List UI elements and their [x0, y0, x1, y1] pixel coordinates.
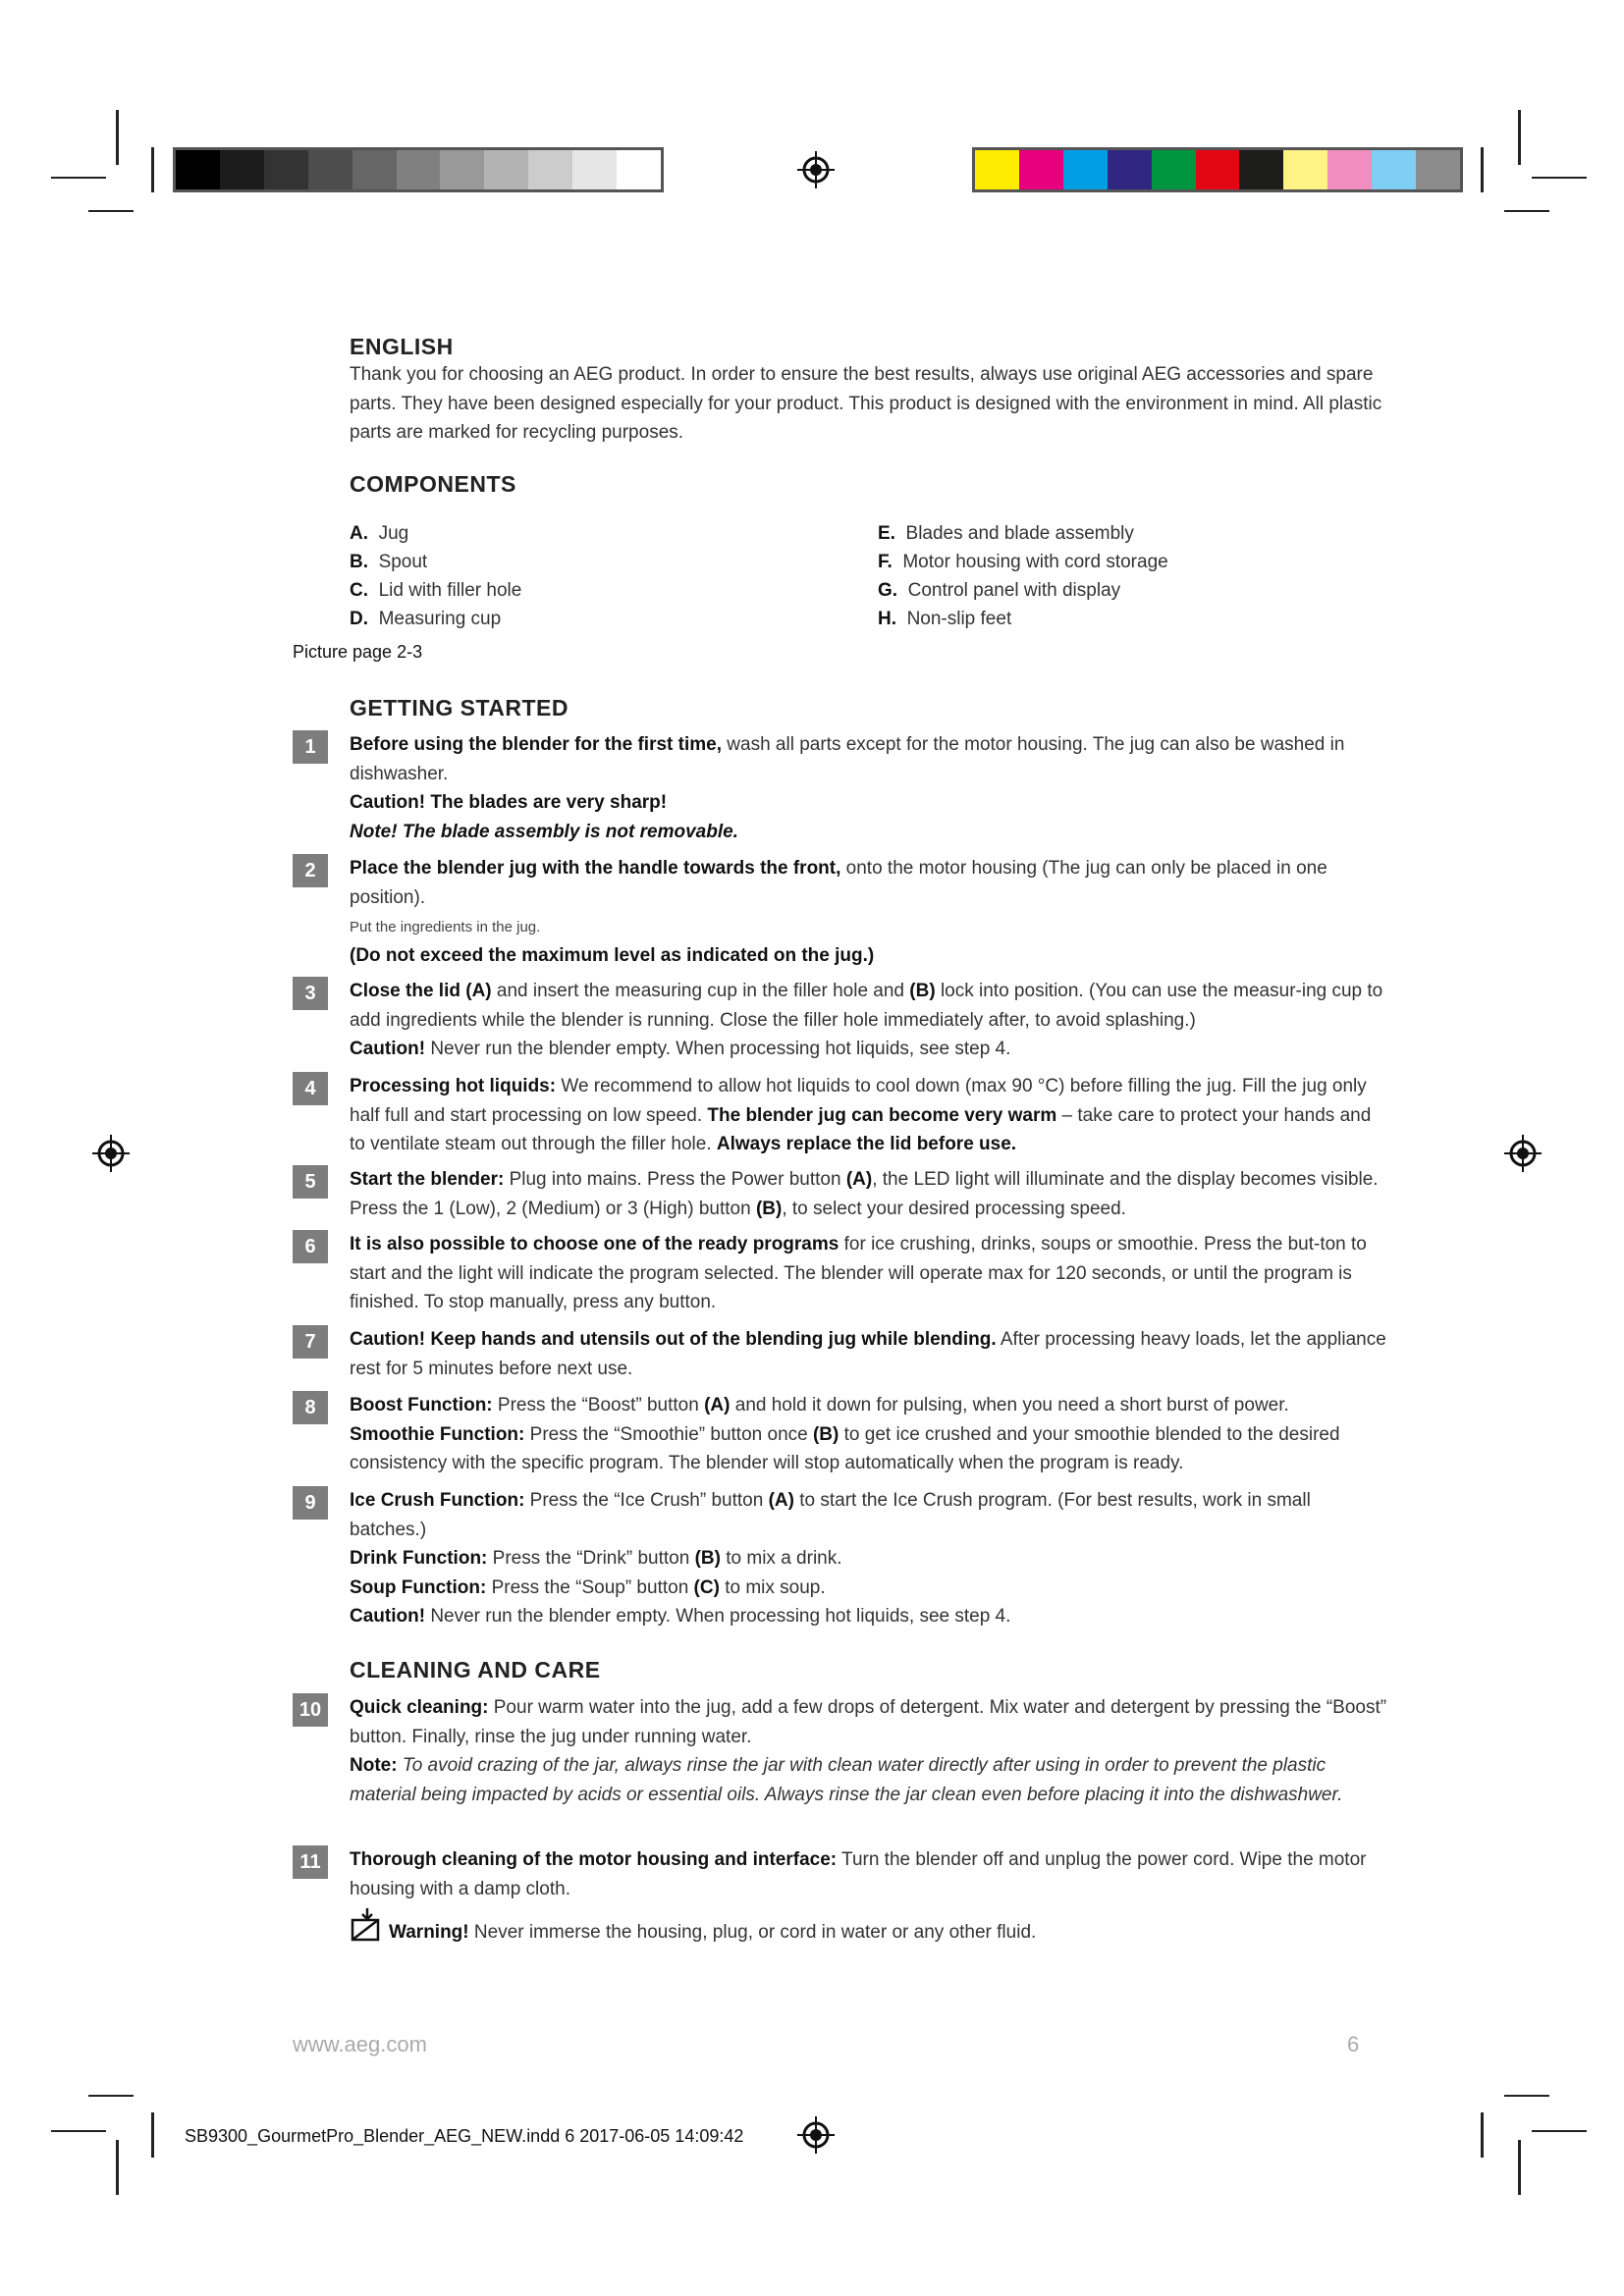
color-swatch [1152, 150, 1196, 189]
color-swatch [1372, 150, 1416, 189]
getting-started-heading: GETTING STARTED [350, 695, 569, 721]
color-swatch [1416, 150, 1460, 189]
crop-mark [151, 147, 154, 192]
step-number-badge: 7 [293, 1325, 328, 1359]
cleaning-section [350, 1657, 1388, 1683]
color-swatch [440, 150, 484, 189]
color-swatch [352, 150, 397, 189]
picture-reference: Picture page 2-3 [293, 642, 423, 662]
print-slug: SB9300_GourmetPro_Blender_AEG_NEW.indd 6 2017-06-05 14:09:42 [185, 2126, 744, 2146]
component-item: C. Lid with filler hole [350, 580, 522, 601]
color-swatch [1019, 150, 1063, 189]
registration-mark-icon [92, 1135, 130, 1172]
color-swatch [1108, 150, 1152, 189]
getting-started-section [350, 695, 1388, 721]
crop-mark [51, 2130, 106, 2132]
step-2: 2 Place the blender jug with the handle towards the front, onto the motor housing (The jug can only be placed in one position). Put the ingredients in the jug. (Do not exceed the maximum level as indicated on the jug.) [293, 854, 1388, 970]
no-immerse-warning-icon [350, 1908, 385, 1944]
crop-mark [1532, 2130, 1587, 2132]
color-swatch [1239, 150, 1283, 189]
color-swatch [264, 150, 308, 189]
crop-mark [88, 2095, 134, 2097]
crop-mark [51, 177, 106, 179]
color-swatch [220, 150, 264, 189]
step-11: 11 Thorough cleaning of the motor housing and interface: Turn the blender off and unplug the power cord. Wipe the motor housing with a damp cloth. [293, 1845, 1388, 1903]
step-number-badge: 11 [293, 1845, 328, 1879]
color-swatch [1196, 150, 1240, 189]
color-swatch [975, 150, 1019, 189]
intro-section [350, 334, 1388, 448]
crop-mark [1504, 2095, 1549, 2097]
component-item: B. Spout [350, 552, 428, 572]
component-item: E. Blades and blade assembly [878, 523, 1134, 544]
components-left-list [350, 519, 840, 633]
crop-mark [1481, 147, 1484, 192]
components-heading: COMPONENTS [350, 471, 516, 497]
components-section [350, 471, 1388, 498]
crop-mark [1518, 110, 1521, 165]
component-item: H. Non-slip feet [878, 609, 1012, 629]
component-item: A. Jug [350, 523, 409, 544]
component-item: D. Measuring cup [350, 609, 502, 629]
component-item: F. Motor housing with cord storage [878, 552, 1168, 572]
color-swatch [1063, 150, 1108, 189]
color-swatch [484, 150, 528, 189]
step-number-badge: 3 [293, 977, 328, 1010]
language-heading: ENGLISH [350, 334, 454, 359]
grayscale-bar [173, 147, 664, 192]
crop-mark [1532, 177, 1587, 179]
step-4: 4 Processing hot liquids: We recommend to allow hot liquids to cool down (max 90 °C) before filling the jug. Fill the jug only half full and start processing on low speed. The blender jug can become very warm – take care to protect your hands and to ventilate steam out through the filler hole. Always replace the lid before use. [293, 1072, 1388, 1159]
step-6: 6 It is also possible to choose one of the ready programs for ice crushing, drinks, soups or smoothie. Press the but-ton to start and the light will indicate the program selected. The blender will operate max for 120 seconds, or until the program is finished. To stop manually, press any button. [293, 1230, 1388, 1317]
color-swatch [397, 150, 441, 189]
cleaning-heading: CLEANING AND CARE [350, 1657, 601, 1682]
crop-mark [1518, 2140, 1521, 2195]
crop-mark [88, 210, 134, 212]
warning-line: Warning! Never immerse the housing, plug, or cord in water or any other fluid. [350, 1908, 1388, 1947]
step-7: 7 Caution! Keep hands and utensils out of the blending jug while blending. After processing heavy loads, let the appliance rest for 5 minutes before next use. [293, 1325, 1388, 1383]
step-number-badge: 6 [293, 1230, 328, 1263]
crop-mark [151, 2112, 154, 2158]
color-swatch [572, 150, 617, 189]
crop-mark [1481, 2112, 1484, 2158]
registration-mark-icon [797, 151, 835, 188]
step-1: 1 Before using the blender for the first time, wash all parts except for the motor housing. The jug can also be washed in dishwasher. Caution! The blades are very sharp! Note! The blade assembly is not removable. [293, 730, 1388, 846]
step-5: 5 Start the blender: Plug into mains. Press the Power button (A), the LED light will illuminate and the display becomes visible. Press the 1 (Low), 2 (Medium) or 3 (High) button (B), to select your desired processing speed. [293, 1165, 1388, 1223]
component-item: G. Control panel with display [878, 580, 1121, 601]
step-10: 10 Quick cleaning: Pour warm water into the jug, add a few drops of detergent. Mix water and detergent by pressing the “Boost” button. Finally, rinse the jug under running water. Note: To avoid crazing of the jar, always rinse the jar with clean water directly after using in order to prevent the plastic material being impacted by acids or essential oils. Always rinse the jar clean even before placing it into the dishwashwer. [293, 1693, 1388, 1809]
color-swatch [617, 150, 661, 189]
crop-mark [116, 2140, 119, 2195]
process-color-bar [972, 147, 1463, 192]
color-swatch [308, 150, 352, 189]
components-right-list [878, 519, 1388, 633]
color-swatch [1327, 150, 1372, 189]
step-number-badge: 10 [293, 1693, 328, 1727]
step-number-badge: 2 [293, 854, 328, 887]
step-number-badge: 4 [293, 1072, 328, 1105]
intro-paragraph: Thank you for choosing an AEG product. In order to ensure the best results, always use original AEG accessories and spare parts. They have been designed especially for your product. This product is designed with the environment in mind. All plastic parts are marked for recycling purposes. [350, 364, 1382, 443]
color-swatch [1283, 150, 1327, 189]
step-number-badge: 8 [293, 1391, 328, 1424]
step-8: 8 Boost Function: Press the “Boost” button (A) and hold it down for pulsing, when you need a short burst of power. Smoothie Function: Press the “Smoothie” button once (B) to get ice crushed and your smoothie blended to the desired consistency with the specific program. The blender will stop automatically when the program is ready. [293, 1391, 1388, 1478]
step-number-badge: 1 [293, 730, 328, 764]
step-number-badge: 9 [293, 1486, 328, 1520]
page-number: 6 [1347, 2032, 1360, 2056]
crop-mark [1504, 210, 1549, 212]
footer-url[interactable]: www.aeg.com [293, 2032, 427, 2056]
registration-mark-icon [797, 2116, 835, 2154]
step-3: 3 Close the lid (A) and insert the measuring cup in the filler hole and (B) lock into position. (You can use the measur-ing cup to add ingredients while the blender is running. Close the filler hole immediately after, to avoid splashing.) Caution! Never run the blender empty. When processing hot liquids, see step 4. [293, 977, 1388, 1064]
color-swatch [528, 150, 572, 189]
crop-mark [116, 110, 119, 165]
step-number-badge: 5 [293, 1165, 328, 1199]
color-swatch [176, 150, 220, 189]
registration-mark-icon [1504, 1135, 1542, 1172]
step-9: 9 Ice Crush Function: Press the “Ice Crush” button (A) to start the Ice Crush program. (For best results, work in small batches.) Drink Function: Press the “Drink” button (B) to mix a drink. Soup Function: Press the “Soup” button (C) to mix soup. Caution! Never run the blender empty. When processing hot liquids, see step 4. [293, 1486, 1388, 1631]
